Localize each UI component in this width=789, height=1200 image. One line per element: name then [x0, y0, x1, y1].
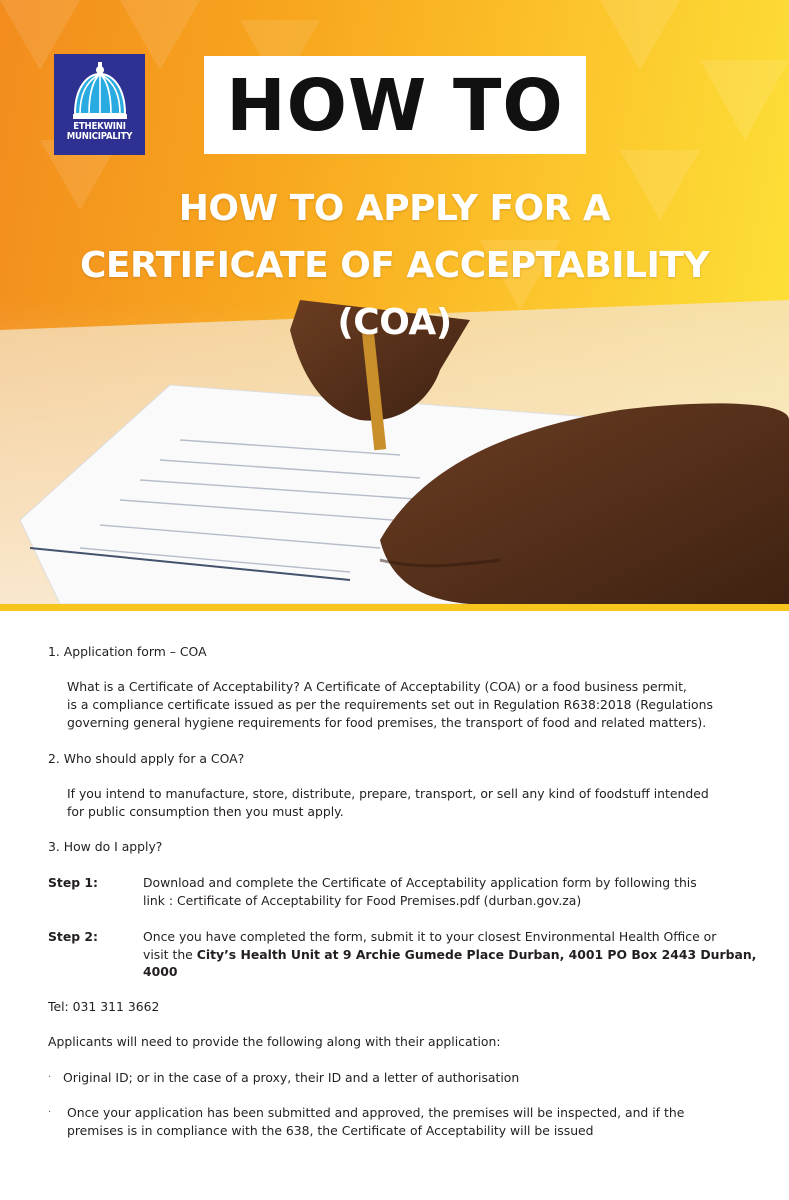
- section2-line1: If you intend to manufacture, store, distribute, prepare, transport, or sell any kind of foodstuff intended: [67, 786, 709, 801]
- divider-bar: [0, 604, 789, 611]
- requirement-item-2-line1: Once your application has been submitted and approved, the premises will be inspected, and if the: [67, 1105, 685, 1120]
- section3-heading: 3. How do I apply?: [48, 839, 163, 854]
- requirement-item-1: Original ID; or in the case of a proxy, their ID and a letter of authorisation: [63, 1070, 520, 1085]
- step1-label: Step 1:: [48, 875, 99, 890]
- section1-line1: What is a Certificate of Acceptability? A Certificate of Acceptability (COA) or a food business permit,: [67, 679, 687, 694]
- bullet-icon: ·: [48, 1072, 52, 1083]
- title-line-1: HOW TO APPLY FOR A: [178, 188, 611, 229]
- city-hall-dome-icon: [69, 60, 131, 122]
- step2-visit-text: visit the: [143, 947, 197, 962]
- step2-line2: [143, 946, 756, 963]
- how-to-banner: [204, 56, 586, 154]
- title-line-3: (COA): [337, 302, 452, 343]
- logo-text-line2: MUNICIPALITY: [66, 131, 133, 142]
- requirements-heading: Applicants will need to provide the following along with their application:: [48, 1034, 501, 1049]
- step2-line1: Once you have completed the form, submit it to your closest Environmental Health Office or: [143, 929, 717, 944]
- section2-heading: 2. Who should apply for a COA?: [48, 751, 245, 766]
- step2-label: Step 2:: [48, 929, 99, 944]
- logo-text-line1: ETHEKWINI: [73, 121, 126, 132]
- step2-postcode: 4000: [143, 964, 178, 979]
- requirement-item-2-line2: premises is in compliance with the 638, the Certificate of Acceptability will be issued: [67, 1123, 594, 1138]
- municipality-logo: [54, 54, 145, 155]
- section1-heading: 1. Application form – COA: [48, 644, 207, 659]
- section1-line3: governing general hygiene requirements for food premises, the transport of food and related matters).: [67, 715, 707, 730]
- section1-line2: is a compliance certificate issued as per the requirements set out in Regulation R638:2018 (Regulations: [67, 697, 713, 712]
- page-title: [0, 180, 789, 351]
- step1-line2: link : Certificate of Acceptability for Food Premises.pdf (durban.gov.za): [143, 893, 582, 908]
- section2-line2: for public consumption then you must apply.: [67, 804, 344, 819]
- step2-address: City’s Health Unit at 9 Archie Gumede Place Durban, 4001 PO Box 2443 Durban,: [196, 947, 757, 962]
- step1-line1: Download and complete the Certificate of Acceptability application form by following this: [143, 875, 697, 890]
- how-to-label: HOW TO: [226, 63, 564, 147]
- telephone-number: Tel: 031 311 3662: [48, 999, 160, 1014]
- title-line-2: CERTIFICATE OF ACCEPTABILITY: [79, 245, 710, 286]
- bullet-icon: ·: [48, 1107, 52, 1118]
